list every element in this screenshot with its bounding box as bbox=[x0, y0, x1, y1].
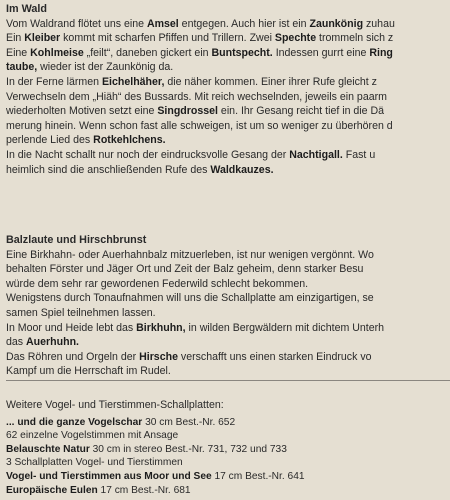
text-run: samen Spiel teilnehmen lassen. bbox=[6, 306, 156, 319]
bold-term: Nachtigall. bbox=[289, 148, 343, 161]
bold-term: Ring bbox=[369, 46, 393, 59]
records-items bbox=[6, 416, 305, 498]
text-run: 30 cm in stereo Best.-Nr. 731, 732 und 733 bbox=[89, 443, 287, 455]
text-run: perlende Lied des bbox=[6, 134, 94, 147]
section-heading: Balzlaute und Hirschbrunst bbox=[6, 234, 147, 246]
text-run: Vom Waldrand flötet uns eine bbox=[6, 17, 147, 30]
text-run: behalten Förster und Jäger Ort und Zeit der Balz geheim, denn starker Besu bbox=[6, 263, 364, 276]
text-line bbox=[6, 248, 384, 263]
text-line bbox=[6, 364, 384, 379]
bold-term: Birkhuhn, bbox=[136, 321, 186, 334]
section-body bbox=[6, 17, 395, 178]
text-line bbox=[6, 119, 395, 134]
text-line bbox=[6, 484, 305, 498]
text-line bbox=[6, 443, 305, 457]
text-run: wieder ist der Zaunkönig da. bbox=[37, 61, 174, 74]
bold-term: Buntspecht. bbox=[211, 46, 273, 59]
text-line bbox=[6, 262, 384, 277]
text-line bbox=[6, 306, 384, 321]
bold-term: Waldkauzes. bbox=[210, 163, 274, 176]
divider bbox=[6, 380, 450, 381]
text-line bbox=[6, 277, 384, 292]
text-line bbox=[6, 104, 395, 119]
text-run: ein. Ihr Gesang reicht tief in die Dä bbox=[217, 105, 385, 118]
text-run: Fast u bbox=[342, 148, 376, 161]
text-run: 30 cm Best.-Nr. 652 bbox=[142, 416, 236, 428]
text-run: Das Röhren und Orgeln der bbox=[6, 350, 140, 363]
text-line bbox=[6, 416, 305, 430]
text-run: heimlich sind die anschließenden Rufe des bbox=[6, 163, 211, 176]
text-run: 17 cm Best.-Nr. 641 bbox=[211, 470, 305, 482]
text-run: merung hinein. Wenn schon fast alle schweigen, ist um so weniger zu überhören d bbox=[6, 119, 393, 132]
text-run: In der Ferne lärmen bbox=[6, 75, 102, 88]
bold-term: Kohlmeise bbox=[30, 46, 84, 59]
section-body bbox=[6, 248, 384, 379]
text-run: die näher kommen. Einer ihrer Rufe gleicht z bbox=[164, 75, 377, 88]
text-run: zuhau bbox=[363, 17, 395, 30]
text-run: Ein bbox=[6, 32, 25, 45]
text-line bbox=[6, 470, 305, 484]
bold-term: Vogel- und Tierstimmen aus Moor und See bbox=[6, 470, 212, 482]
text-run: in wilden Bergwäldern mit dichtem Unterh bbox=[185, 321, 385, 334]
section-heading: Im Wald bbox=[6, 3, 47, 15]
bold-term: Singdrossel bbox=[157, 105, 218, 118]
text-run: 17 cm Best.-Nr. 681 bbox=[97, 484, 191, 496]
bold-term: Rotkehlchens. bbox=[93, 134, 166, 147]
text-run: kommt mit scharfen Pfiffen und Trillern. Zwei bbox=[60, 32, 275, 45]
text-line bbox=[6, 163, 395, 178]
section-balzlaute bbox=[6, 233, 384, 379]
text-line bbox=[6, 17, 395, 32]
text-line bbox=[6, 46, 395, 61]
text-run: Kampf um die Herrschaft im Rudel. bbox=[6, 365, 171, 378]
bold-term: Auerhuhn. bbox=[26, 336, 79, 349]
bold-term: Spechte bbox=[274, 32, 317, 45]
text-run: das bbox=[6, 336, 27, 349]
bold-term: Europäische Eulen bbox=[6, 484, 98, 496]
text-line bbox=[6, 75, 395, 90]
text-run: trommeln sich z bbox=[316, 32, 394, 45]
records-list bbox=[6, 398, 305, 497]
text-run: 3 Schallplatten Vogel- und Tierstimmen bbox=[6, 457, 183, 469]
text-line bbox=[6, 291, 384, 306]
bold-term: Kleiber bbox=[24, 32, 61, 45]
text-line bbox=[6, 456, 305, 470]
text-run: 62 einzelne Vogelstimmen mit Ansage bbox=[6, 430, 179, 442]
text-run: „feilt“, daneben gickert ein bbox=[83, 46, 212, 59]
text-run: Wenigstens durch Tonaufnahmen will uns die Schallplatte am einzigartigen, se bbox=[6, 292, 374, 305]
text-line bbox=[6, 60, 395, 75]
bold-term: Belauschte Natur bbox=[6, 443, 90, 455]
text-run: In Moor und Heide lebt das bbox=[6, 321, 137, 334]
text-run: Indessen gurrt eine bbox=[272, 46, 370, 59]
text-run: Eine Birkhahn- oder Auerhahnbalz mitzuerleben, ist nur wenigen vergönnt. Wo bbox=[6, 248, 374, 261]
records-intro: Weitere Vogel- und Tierstimmen-Schallplatten: bbox=[6, 399, 224, 411]
text-run: entgegen. Auch hier ist ein bbox=[178, 17, 310, 30]
text-run: verschafft uns einen starken Eindruck vo bbox=[177, 350, 372, 363]
text-line bbox=[6, 148, 395, 163]
text-run: Eine bbox=[6, 46, 31, 59]
text-line bbox=[6, 335, 384, 350]
text-run: Verwechseln dem „Hiäh“ des Bussards. Mit reich wechselnden, jeweils ein paarm bbox=[6, 90, 387, 103]
text-line bbox=[6, 90, 395, 105]
text-line bbox=[6, 321, 384, 336]
bold-term: ... und die ganze Vogelschar bbox=[6, 416, 143, 428]
text-line bbox=[6, 133, 395, 148]
bold-term: Amsel bbox=[146, 17, 179, 30]
text-line bbox=[6, 31, 395, 46]
text-run: In die Nacht schallt nur noch der eindrucksvolle Gesang der bbox=[6, 148, 290, 161]
bold-term: taube, bbox=[6, 61, 38, 74]
section-im-wald bbox=[6, 2, 395, 177]
text-run: würde dem sehr rar gewordenen Federwild schlecht bekommen. bbox=[6, 277, 309, 290]
text-line bbox=[6, 429, 305, 443]
bold-term: Zaunkönig bbox=[309, 17, 364, 30]
bold-term: Eichelhäher, bbox=[101, 75, 165, 88]
bold-term: Hirsche bbox=[139, 350, 178, 363]
text-line bbox=[6, 350, 384, 365]
text-run: wiederholten Motiven setzt eine bbox=[6, 105, 158, 118]
